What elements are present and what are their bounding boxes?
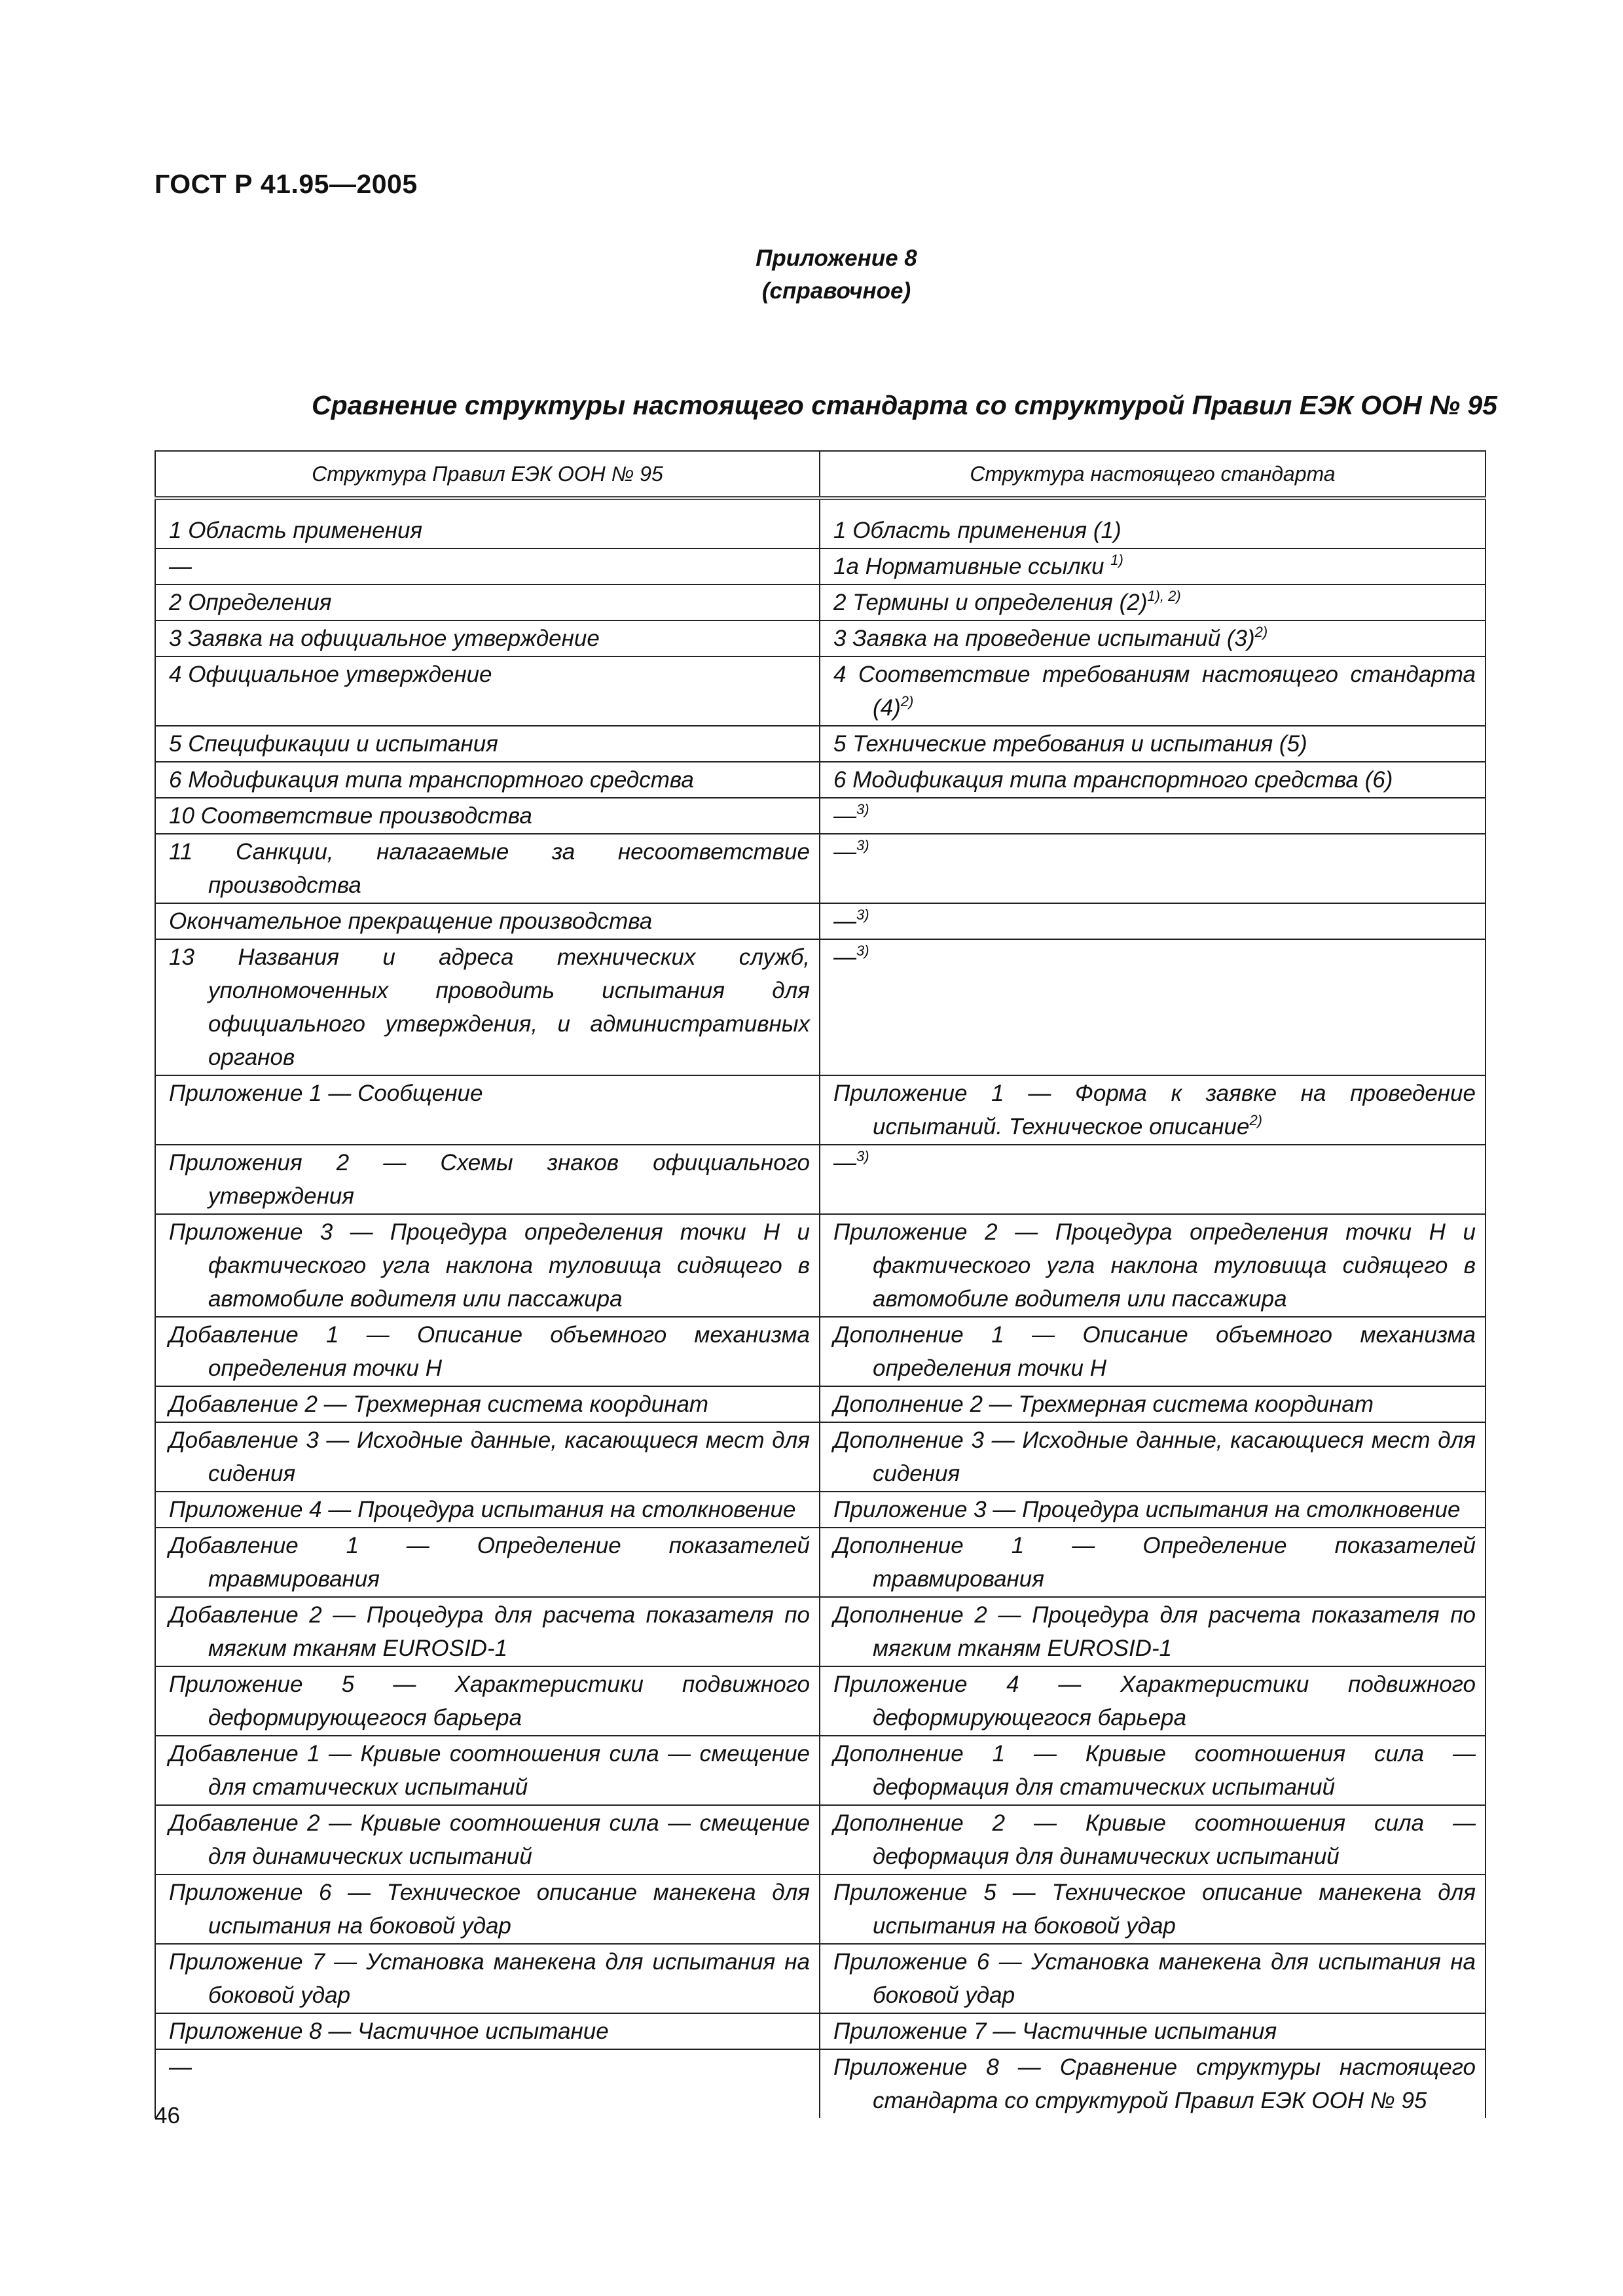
cell-text: Приложение 6 — Техническое описание манекена для испытания на боковой удар <box>169 1880 810 1939</box>
cell-text: 3 Заявка на официальное утверждение <box>169 626 600 651</box>
cell-standard <box>820 798 1486 834</box>
cell-standard <box>820 834 1486 903</box>
table-row <box>155 1528 1486 1597</box>
cell-standard <box>820 1386 1486 1422</box>
document-code: ГОСТ Р 41.95—2005 <box>155 169 418 199</box>
cell-content <box>833 2015 1476 2048</box>
cell-un-rules <box>155 548 820 584</box>
cell-standard <box>820 620 1486 656</box>
cell-text: Добавление 2 — Процедура для расчета показателя по мягким тканям EUROSID-1 <box>169 1602 810 1661</box>
cell-un-rules <box>155 762 820 798</box>
table-row <box>155 798 1486 834</box>
table-row <box>155 513 1486 548</box>
cell-un-rules <box>155 1805 820 1874</box>
table-row <box>155 656 1486 726</box>
cell-content <box>833 1388 1476 1421</box>
cell-standard <box>820 1597 1486 1666</box>
cell-text: 4 Соответствие требованиям настоящего стандарта (4) <box>833 662 1476 721</box>
table-row <box>155 1317 1486 1386</box>
cell-content <box>833 799 1476 833</box>
cell-text: Приложение 4 — Процедура испытания на столкновение <box>169 1497 796 1522</box>
table-row <box>155 584 1486 620</box>
cell-text: Приложение 8 — Частичное испытание <box>169 2018 609 2044</box>
table-row <box>155 2049 1486 2118</box>
cell-content <box>833 905 1476 938</box>
cell-text: — <box>833 908 856 934</box>
table-row <box>155 1386 1486 1422</box>
table-body <box>155 498 1486 2118</box>
cell-un-rules <box>155 1075 820 1145</box>
cell-text: Дополнение 2 — Трехмерная система координат <box>833 1391 1374 1417</box>
cell-content <box>833 1318 1476 1385</box>
cell-text: Дополнение 3 — Исходные данные, касающиеся мест для сидения <box>833 1427 1476 1486</box>
footnote-ref: 3) <box>856 801 869 817</box>
cell-text: 1 Область применения <box>169 518 423 543</box>
table-row <box>155 2013 1486 2049</box>
cell-text: Приложение 7 — Установка манекена для испытания на боковой удар <box>169 1949 810 2008</box>
cell-standard <box>820 1145 1486 1214</box>
cell-text: 6 Модификация типа транспортного средства (6) <box>833 767 1393 793</box>
table-row <box>155 1874 1486 1944</box>
cell-text: Добавление 2 — Трехмерная система координат <box>169 1391 709 1417</box>
cell-content <box>833 658 1476 725</box>
footnote-ref: 1), 2) <box>1147 588 1181 604</box>
cell-un-rules <box>155 903 820 939</box>
table-row <box>155 903 1486 939</box>
cell-text: Добавление 1 — Определение показателей травмирования <box>169 1533 810 1592</box>
footnote-ref: 2) <box>900 693 914 709</box>
table-row <box>155 762 1486 798</box>
cell-un-rules <box>155 1492 820 1528</box>
cell-standard <box>820 903 1486 939</box>
cell-text: 5 Спецификации и испытания <box>169 731 498 757</box>
cell-un-rules <box>155 2013 820 2049</box>
cell-content <box>833 2051 1476 2117</box>
cell-text: — <box>833 1150 856 1175</box>
table-row <box>155 1075 1486 1145</box>
cell-text: Приложение 5 — Техническое описание манекена для испытания на боковой удар <box>833 1880 1476 1939</box>
cell-text: Дополнение 1 — Кривые соотношения сила — деформация для статических испытаний <box>833 1741 1476 1800</box>
cell-text: 10 Соответствие производства <box>169 803 532 829</box>
cell-text: 1а Нормативные ссылки <box>833 554 1111 579</box>
cell-un-rules <box>155 1736 820 1805</box>
table-row <box>155 1214 1486 1317</box>
cell-text: — <box>833 803 856 829</box>
cell-standard <box>820 1666 1486 1736</box>
appendix-heading <box>0 242 1623 308</box>
cell-un-rules <box>155 1214 820 1317</box>
cell-standard <box>820 1528 1486 1597</box>
cell-text: Дополнение 1 — Определение показателей травмирования <box>833 1533 1476 1592</box>
cell-standard <box>820 1422 1486 1492</box>
footnote-ref: 2) <box>1249 1112 1262 1128</box>
cell-text: — <box>833 944 856 970</box>
cell-un-rules <box>155 834 820 903</box>
cell-un-rules <box>155 726 820 762</box>
cell-standard <box>820 762 1486 798</box>
footnote-ref: 3) <box>856 1148 869 1164</box>
table-row <box>155 1736 1486 1805</box>
cell-text: Добавление 3 — Исходные данные, касающиеся мест для сидения <box>169 1427 810 1486</box>
cell-standard <box>820 548 1486 584</box>
cell-text: Приложение 3 — Процедура определения точки Н и фактического угла наклона туловища сидящего в автомобиле водителя или пассажира <box>169 1219 810 1312</box>
table-title <box>0 390 1623 421</box>
cell-un-rules <box>155 798 820 834</box>
cell-text: — <box>169 2054 192 2080</box>
table-row <box>155 1597 1486 1666</box>
cell-text: Дополнение 1 — Описание объемного механизма определения точки Н <box>833 1322 1476 1381</box>
footnote-ref: 3) <box>856 837 869 853</box>
cell-content <box>833 586 1476 619</box>
cell-un-rules <box>155 1386 820 1422</box>
cell-content <box>833 1598 1476 1665</box>
table-row <box>155 1422 1486 1492</box>
cell-text: 11 Санкции, налагаемые за несоответствие производства <box>169 839 810 898</box>
table-row <box>155 1492 1486 1528</box>
cell-un-rules <box>155 620 820 656</box>
table-row <box>155 1145 1486 1214</box>
cell-standard <box>820 1805 1486 1874</box>
cell-standard <box>820 1492 1486 1528</box>
cell-text: Приложение 2 — Процедура определения точки Н и фактического угла наклона туловища сидящего в автомобиле водителя или пассажира <box>833 1219 1476 1312</box>
cell-text: Дополнение 2 — Процедура для расчета показателя по мягким тканям EUROSID-1 <box>833 1602 1476 1661</box>
cell-content <box>833 1737 1476 1804</box>
cell-standard <box>820 1874 1486 1944</box>
appendix-kind: (справочное) <box>761 278 911 304</box>
cell-content <box>833 1424 1476 1490</box>
cell-text: Приложение 5 — Характеристики подвижного деформирующегося барьера <box>169 1672 810 1731</box>
cell-text: Приложение 4 — Характеристики подвижного деформирующегося барьера <box>833 1672 1476 1731</box>
cell-content <box>833 763 1476 797</box>
cell-standard <box>820 726 1486 762</box>
cell-standard <box>820 1944 1486 2013</box>
table-row <box>155 1944 1486 2013</box>
cell-un-rules <box>155 656 820 726</box>
table-row <box>155 1666 1486 1736</box>
cell-un-rules <box>155 1317 820 1386</box>
table-row <box>155 1805 1486 1874</box>
column-header-un-rules: Структура Правил ЕЭК ООН № 95 <box>155 451 820 498</box>
cell-text: — <box>833 839 856 865</box>
cell-content <box>833 1215 1476 1316</box>
cell-text: Окончательное прекращение производства <box>169 908 653 934</box>
footnote-ref: 3) <box>856 906 869 923</box>
table-title-text: Сравнение структуры настоящего стандарта со структурой Правил ЕЭК ООН № 95 <box>312 390 1497 420</box>
cell-text: 3 Заявка на проведение испытаний (3) <box>833 626 1255 651</box>
cell-un-rules <box>155 1944 820 2013</box>
cell-content <box>833 1493 1476 1526</box>
cell-standard <box>820 1736 1486 1805</box>
table-row <box>155 620 1486 656</box>
cell-standard <box>820 2013 1486 2049</box>
cell-standard <box>820 1075 1486 1145</box>
cell-un-rules <box>155 1145 820 1214</box>
cell-content <box>833 1529 1476 1596</box>
cell-text: Приложение 1 — Сообщение <box>169 1081 483 1106</box>
cell-content <box>833 1806 1476 1873</box>
cell-content <box>833 727 1476 761</box>
cell-un-rules <box>155 1528 820 1597</box>
cell-standard <box>820 584 1486 620</box>
footnote-ref: 3) <box>856 942 869 959</box>
cell-standard <box>820 656 1486 726</box>
appendix-label: Приложение 8 <box>756 245 917 271</box>
cell-text: 6 Модификация типа транспортного средства <box>169 767 694 793</box>
cell-text: Дополнение 2 — Кривые соотношения сила — деформация для динамических испытаний <box>833 1810 1476 1869</box>
table-header-row <box>155 451 1486 498</box>
table-row <box>155 939 1486 1075</box>
table-row <box>155 726 1486 762</box>
cell-text: Добавление 1 — Кривые соотношения сила — смещение для статических испытаний <box>169 1741 810 1800</box>
cell-text: — <box>169 554 192 579</box>
column-header-standard: Структура настоящего стандарта <box>820 451 1486 498</box>
cell-standard <box>820 2049 1486 2118</box>
cell-text: 4 Официальное утверждение <box>169 662 492 687</box>
footnote-ref: 1) <box>1110 552 1123 568</box>
cell-content <box>833 941 1476 974</box>
cell-content <box>833 1668 1476 1734</box>
cell-text: Приложение 6 — Установка манекена для испытания на боковой удар <box>833 1949 1476 2008</box>
cell-text: Приложения 2 — Схемы знаков официального утверждения <box>169 1150 810 1209</box>
cell-standard <box>820 1214 1486 1317</box>
cell-text: 13 Названия и адреса технических служб, уполномоченных проводить испытания для официального утверждения, и административных органов <box>169 944 810 1070</box>
table-row <box>155 548 1486 584</box>
table-row <box>155 834 1486 903</box>
cell-content <box>833 1146 1476 1179</box>
cell-text: 2 Термины и определения (2) <box>833 590 1148 615</box>
footnote-ref: 2) <box>1254 624 1268 640</box>
cell-standard <box>820 939 1486 1075</box>
cell-text: Приложение 1 — Форма к заявке на проведение испытаний. Техническое описание <box>833 1081 1476 1139</box>
cell-text: Добавление 2 — Кривые соотношения сила — смещение для динамических испытаний <box>169 1810 810 1869</box>
cell-content <box>833 514 1476 547</box>
cell-text: Приложение 3 — Процедура испытания на столкновение <box>833 1497 1461 1522</box>
cell-content <box>833 1945 1476 2012</box>
cell-standard <box>820 1317 1486 1386</box>
cell-un-rules <box>155 1597 820 1666</box>
cell-text: 2 Определения <box>169 590 332 615</box>
cell-un-rules <box>155 1874 820 1944</box>
cell-content <box>833 1876 1476 1943</box>
cell-un-rules <box>155 584 820 620</box>
cell-text: 5 Технические требования и испытания (5) <box>833 731 1307 757</box>
cell-text: 1 Область применения (1) <box>833 518 1122 543</box>
cell-text: Приложение 7 — Частичные испытания <box>833 2018 1277 2044</box>
cell-text: Приложение 8 — Сравнение структуры настоящего стандарта со структурой Правил ЕЭК ООН № 95 <box>833 2054 1476 2113</box>
comparison-table <box>155 450 1486 2118</box>
cell-un-rules <box>155 2049 820 2118</box>
cell-standard <box>820 513 1486 548</box>
cell-content <box>833 550 1476 583</box>
cell-content <box>833 835 1476 869</box>
cell-content <box>833 622 1476 655</box>
cell-un-rules <box>155 939 820 1075</box>
cell-un-rules <box>155 1666 820 1736</box>
page-number: 46 <box>155 2103 180 2128</box>
cell-un-rules <box>155 1422 820 1492</box>
cell-content <box>833 1077 1476 1143</box>
table-spacer-row <box>155 498 1486 513</box>
cell-text: Добавление 1 — Описание объемного механизма определения точки Н <box>169 1322 810 1381</box>
cell-un-rules <box>155 513 820 548</box>
